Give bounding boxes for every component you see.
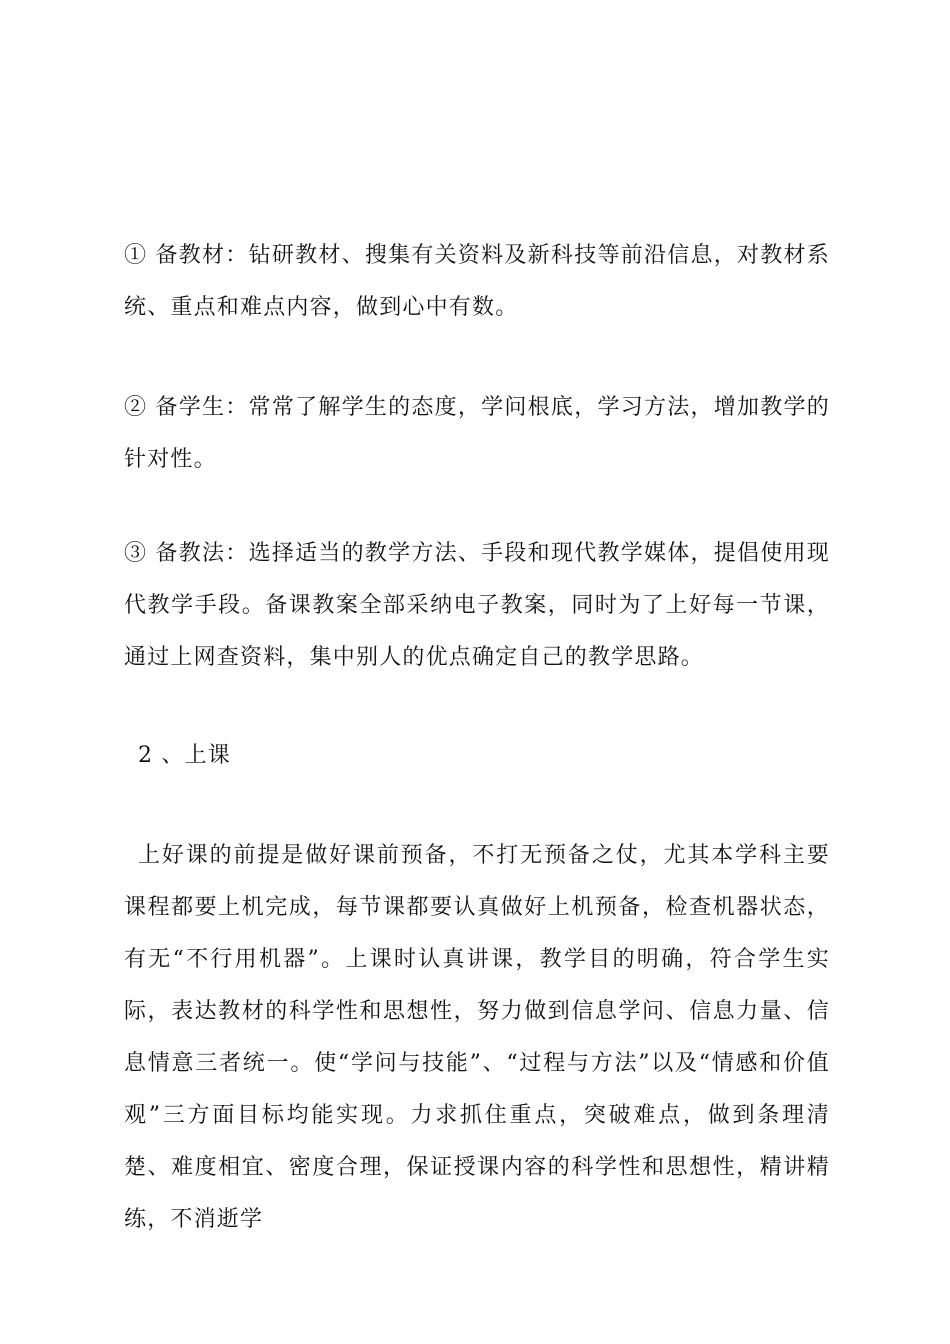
paragraph-prepare-methods: ③ 备教法：选择适当的教学方法、手段和现代教学媒体，提倡使用现代教学手段。备课教案全部采纳电子教案，同时为了上好每一节课，通过上网查资料，集中别人的优点确定自己的教学思路。 xyxy=(124,541,830,670)
paragraph-class-body: 上好课的前提是做好课前预备，不打无预备之仗，尤其本学科主要课程都要上机完成，每节课都要认真做好上机预备，检查机器状态，有无“不行用机器”。上课时认真讲课，教学目的明确，符合学生实际，表达教材的科学性和思想性，努力做到信息学问、信息力量、信息情意三者统一。使“学问与技能”、“过程与方法”以及“情感和价值观”三方面目标均能实现。力求抓住重点，突破难点，做到条理清楚、难度相宜、密度合理，保证授课内容的科学性和思想性，精讲精练，不消逝学 xyxy=(124,843,830,1232)
section-heading-class: 2 、上课 xyxy=(138,743,231,768)
paragraph-prepare-textbook: ① 备教材：钻研教材、搜集有关资料及新科技等前沿信息，对教材系统、重点和难点内容，做到心中有数。 xyxy=(124,243,830,320)
paragraph-prepare-students: ② 备学生：常常了解学生的态度，学问根底，学习方法，增加教学的针对性。 xyxy=(124,395,830,472)
